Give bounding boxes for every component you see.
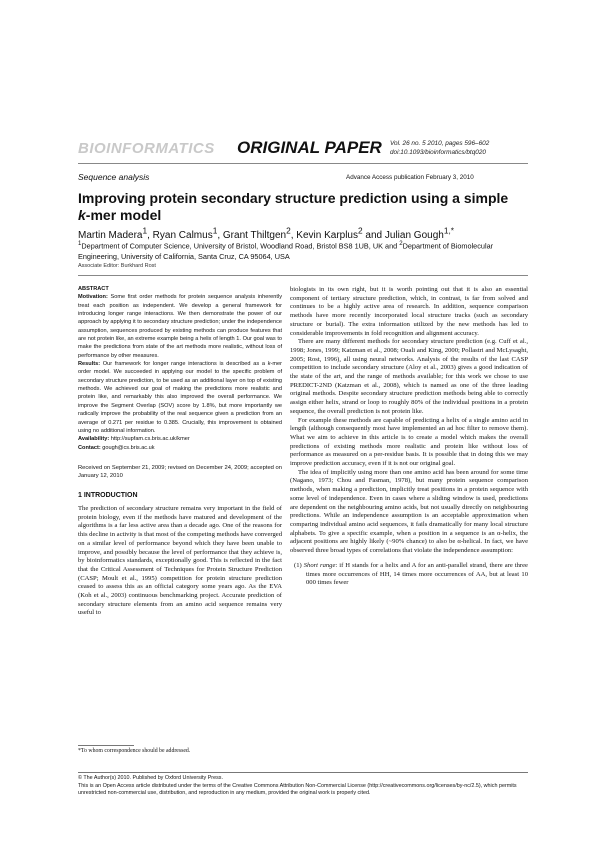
affiliations: $^1$Department of Computer Science, University of Bristol, Woodland Road, Bristol BS8 1UB, UK and $^2$Department of Biomolecular Engineering, University of California, Santa Cruz, CA 95064, USA bbox=[78, 240, 494, 261]
author: Martin Madera$^1$, bbox=[78, 226, 153, 242]
license-text: This is an Open Access article distributed under the terms of the Creative Commons Attribution Non-Commercial License (http://creativecommons.org/licenses/by-nc/2.5), which permits unrestricted non-commercial use, distribution, and reproduction in any medium, provided the original work is properly cited. bbox=[78, 782, 517, 796]
associate-editor: Associate Editor: Burkhard Rost bbox=[78, 263, 156, 269]
author: Ryan Calmus$^1$, bbox=[152, 226, 223, 242]
availability-link[interactable]: http://supfam.cs.bris.ac.uk/kmer bbox=[109, 436, 190, 443]
abstract-heading: ABSTRACT bbox=[78, 286, 109, 292]
section-label: Sequence analysis bbox=[78, 172, 150, 182]
abstract-availability: Availability: http://supfam.cs.bris.ac.uk/kmer bbox=[78, 436, 190, 443]
correlation-list-item: (1) Short range: if H stands for a helix and A for an anti-parallel strand, there are three times more occurrences of HH, 14 times more occurrences of AA, but at least 10 000 times fewer bbox=[294, 561, 528, 587]
doi-line[interactable]: doi:10.1093/bioinformatics/btq020 bbox=[390, 149, 486, 156]
intro-paragraph-4: For example these methods are capable of predicting a helix of a single amino acid in length (although consequently most have implemented an ad hoc filter to remove them). What we aim to achieve in this article is to create a model which makes the overall predictions of existing methods more realistic and protein like without loss of performance as measured on a per-residue basis. It is possible that in doing this we may improve prediction accuracy, even if it is not our original goal. bbox=[290, 416, 528, 468]
title-k: k bbox=[78, 206, 86, 223]
volume-info bbox=[390, 139, 489, 157]
abstract bbox=[78, 285, 282, 452]
paper-type: ORIGINAL PAPER bbox=[237, 138, 382, 157]
intro-paragraph-1: The prediction of secondary structure remains very important in the field of protein biology, even if the methods have matured and development of the algorithms is a far less active area than a decade ago. One of the reasons for this decline in activity is that most of the competing methods have converged on a similar level of performance beyond which they have been unable to improve, and possibly because the level of performance that they achieve is, by bioinformatics standards, exceptionally good. This is reflected in the fact that the Critical Assessment of Techniques for Protein Structure Prediction (CASP; Moult et al., 1995) competition for protein structure prediction ceased to assess this as an official category some years ago. As the EVA (Koh et al., 2003) continuous benchmarking project. Accurate prediction of secondary structure elements from an amino acid sequence remains very useful to bbox=[78, 505, 282, 617]
right-column-text bbox=[290, 286, 528, 588]
author: Julian Gough$^{1,*}$ bbox=[384, 226, 455, 242]
abstract-contact: Contact: gough@cs.bris.ac.uk bbox=[78, 444, 155, 451]
paper-title bbox=[78, 190, 528, 223]
license-notice bbox=[78, 775, 530, 798]
journal-name: BIOINFORMATICS bbox=[78, 140, 215, 157]
intro-paragraph-3: There are many different methods for secondary structure prediction (e.g. Cuff et al., 1998; Jones, 1999; Katzman et al., 2008; Ouali and King, 2000; Pollastri and McLysaght, 2005; Rost, 1996), all using neural networks. Analysis of the results of the last CASP competition to include secondary structure (Aloy et al., 2003) gives a good indication of the state of the art, and the range of methods available; for this work we chose to use PREDICT-2ND (Katzman et al., 2008), which is named as one of the three leading original methods. Despite secondary structure prediction methods being able to correctly assign either helix, strand or loop to roughly 80% of the individual positions in a protein sequence, the overall prediction is not protein like. bbox=[290, 338, 528, 415]
abstract-results: Results: Our framework for longer range interactions is described as a k-mer order model. We succeeded in applying our model to the specific problem of secondary structure prediction, to be used as an additional layer on top of existing methods. We achieved our goal of making the predictions more realistic and protein like, and remarkably this also improved the overall performance. We improve the Segment Overlap (SOV) score by 1.8%, but more importantly we radically improve the probability of the real sequence given a prediction from an average of 0.271 per residue to 0.385. Crucially, this improvement is obtained using no additional information. bbox=[78, 361, 282, 434]
received-dates: Received on September 21, 2009; revised on December 24, 2009; accepted on January 12, 2010 bbox=[78, 465, 282, 480]
intro-paragraph-5: The idea of implicitly using more than one amino acid has been around for some time (Nagano, 1973; Chou and Fasman, 1978), but many protein sequence comparison methods, when making a prediction, implicitly treat positions in a protein sequence with some level of independence. Even in cases where a sliding window is used, predictions are dependent on the neighbouring amino acids, but not usually directly on neighbouring predictions. While an independence assumption is an acceptable approximation when comparing individual amino acid sequences, it fails dramatically for many local structure alphabets. To give a specific example, when a position in a sequence is an α-helix, the adjacent positions are highly likely (~90% chance) to also be α-helical. In fact, we have observed three broad types of correlations that violate the independence assumption: bbox=[290, 468, 528, 555]
copyright-line: © The Author(s) 2010. Published by Oxford University Press. bbox=[78, 775, 223, 781]
footnote: *To whom correspondence should be addressed. bbox=[78, 748, 191, 754]
author: Kevin Karplus$^2$ and bbox=[296, 226, 385, 242]
advance-access-note: Advance Access publication February 3, 2010 bbox=[346, 174, 474, 181]
abstract-motivation: Motivation: Some first order methods for protein sequence analysis inherently treat each position as independent. We develop a general framework for introducing longer range interactions. We then demonstrate the power of our approach by applying it to secondary structure prediction; under the independence assumption, sequences produced by existing methods can produce features that are not protein like, an extreme example being a helix of length 1. Our goal was to make the predictions from state of the art methods more realistic, without loss of performance by other measures. bbox=[78, 294, 282, 359]
footnote-rule bbox=[78, 745, 134, 746]
volume-line: Vol. 26 no. 5 2010, pages 596–602 bbox=[390, 140, 490, 147]
introduction-heading: 1 INTRODUCTION bbox=[78, 492, 138, 499]
author: Grant Thiltgen$^2$, bbox=[222, 226, 297, 242]
header-rule-bottom bbox=[78, 275, 528, 276]
intro-paragraph-2: biologists in its own right, but it is worth pointing out that it is also an essential component of tertiary structure prediction, which, in contrast, is far from solved and continues to be a highly active area of research. In addition, sequence comparison methods have more recently incorporated local structure tracks (such as secondary structure or burial). The extra information utilized by the new methods has led to considerable improvements in fold recognition and alignment accuracy. bbox=[290, 286, 528, 337]
contact-email[interactable]: gough@cs.bris.ac.uk bbox=[100, 444, 155, 451]
header-rule bbox=[78, 163, 528, 164]
title-part-1: Improving protein secondary structure prediction using a simple bbox=[78, 190, 509, 206]
title-part-2: -mer model bbox=[85, 206, 162, 223]
license-rule bbox=[78, 772, 528, 773]
